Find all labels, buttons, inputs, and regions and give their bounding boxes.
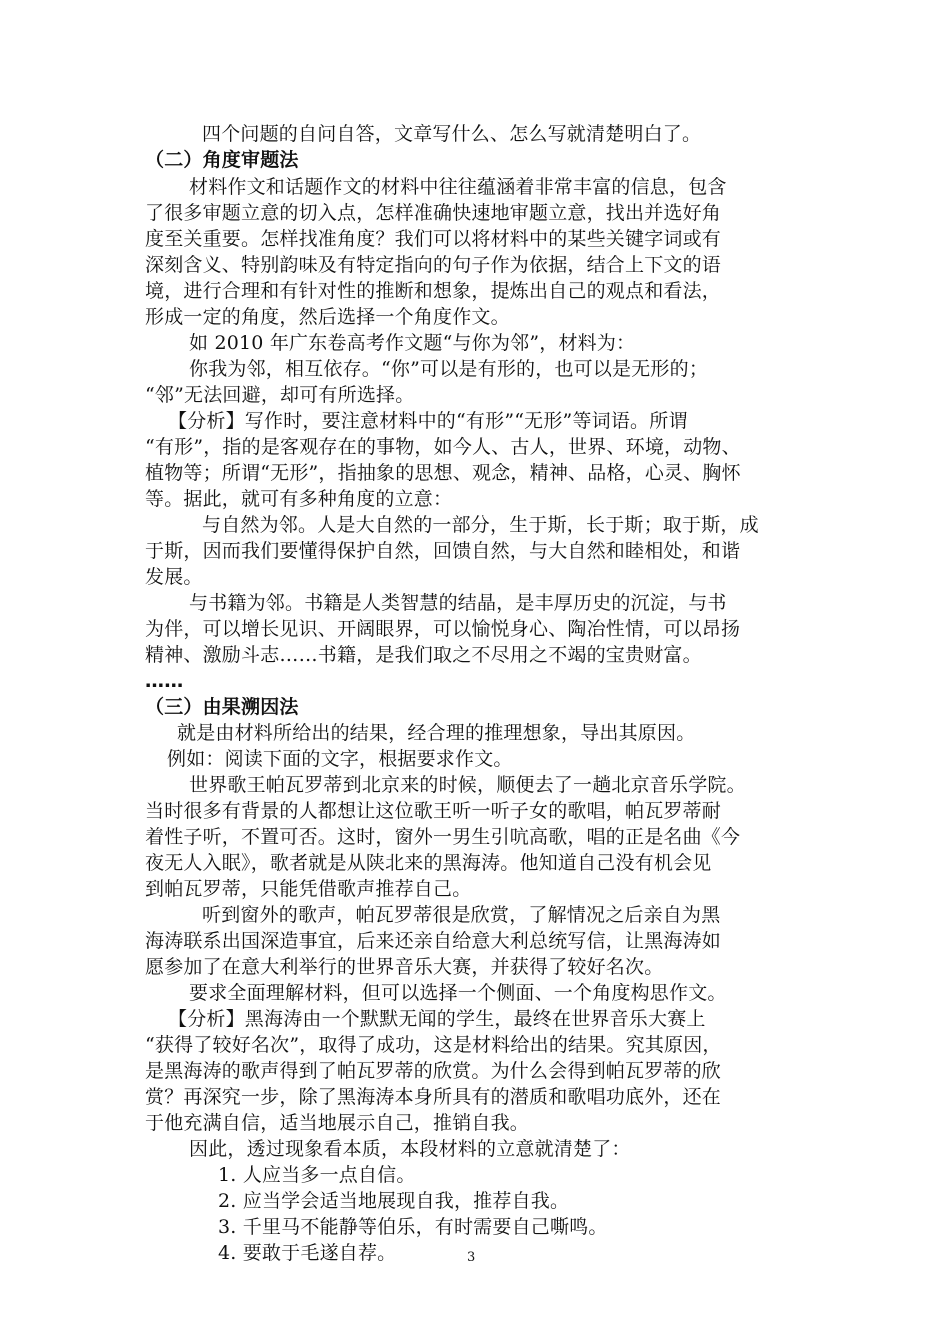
body-line: 于斯，因而我们要懂得保护自然，回馈自然，与大自然和睦相处，和谐: [145, 540, 741, 562]
body-line: “邻”无法回避，却可有所选择。: [145, 384, 415, 406]
body-line: 与书籍为邻。书籍是人类智慧的结晶，是丰厚历史的沉淀，与书: [189, 592, 727, 614]
list-item: 3. 千里马不能静等伯乐，有时需要自己嘶鸣。: [218, 1216, 608, 1238]
body-line: 等。据此，就可有多种角度的立意：: [145, 488, 453, 510]
body-line: 世界歌王帕瓦罗蒂到北京来的时候，顺便去了一趟北京音乐学院。: [189, 774, 746, 796]
body-line: 精神、激励斗志……书籍，是我们取之不尽用之不竭的宝贵财富。: [145, 644, 702, 666]
body-line: 着性子听，不置可否。这时，窗外一男生引吭高歌，唱的正是名曲《今: [145, 826, 741, 848]
body-line: 度至关重要。怎样找准角度？我们可以将材料中的某些关键字词或有: [145, 228, 722, 250]
page-number: 3: [467, 1250, 476, 1265]
body-line: 到帕瓦罗蒂，只能凭借歌声推荐自己。: [145, 878, 472, 900]
ellipsis-line: ……: [145, 670, 184, 692]
body-line: 深刻含义、特别韵味及有特定指向的句子作为依据，结合上下文的语: [145, 254, 722, 276]
body-line: 当时很多有背景的人都想让这位歌王听一听子女的歌唱，帕瓦罗蒂耐: [145, 800, 722, 822]
body-line: “获得了较好名次”，取得了成功，这是材料给出的结果。究其原因，: [145, 1034, 722, 1056]
body-line: 如 2010 年广东卷高考作文题“与你为邻”，材料为：: [189, 332, 636, 354]
body-line: 与自然为邻。人是大自然的一部分，生于斯，长于斯；取于斯，成: [202, 514, 759, 536]
body-line: 形成一定的角度，然后选择一个角度作文。: [145, 306, 510, 328]
body-line: 就是由材料所给出的结果，经合理的推理想象，导出其原因。: [177, 722, 696, 744]
body-line: 听到窗外的歌声，帕瓦罗蒂很是欣赏，了解情况之后亲自为黑: [202, 904, 721, 926]
body-line: 了很多审题立意的切入点，怎样准确快速地审题立意，找出并选好角: [145, 202, 722, 224]
body-line: 四个问题的自问自答，文章写什么、怎么写就清楚明白了。: [202, 123, 702, 145]
body-line: 愿参加了在意大利举行的世界音乐大赛，并获得了较好名次。: [145, 956, 664, 978]
body-line: 【分析】黑海涛由一个默默无闻的学生，最终在世界音乐大赛上: [168, 1008, 706, 1030]
list-item: 1. 人应当多一点自信。: [218, 1164, 416, 1186]
body-line: 为伴，可以增长见识、开阔眼界，可以愉悦身心、陶冶性情，可以昂扬: [145, 618, 741, 640]
body-line: 海涛联系出国深造事宜，后来还亲自给意大利总统写信，让黑海涛如: [145, 930, 722, 952]
body-line: 境，进行合理和有针对性的推断和想象，提炼出自己的观点和看法，: [145, 280, 722, 302]
body-line: 要求全面理解材料，但可以选择一个侧面、一个角度构思作文。: [189, 982, 727, 1004]
body-line: 因此，透过现象看本质，本段材料的立意就清楚了：: [189, 1138, 631, 1160]
body-line: 材料作文和话题作文的材料中往往蕴涵着非常丰富的信息，包含: [189, 176, 727, 198]
list-item: 2. 应当学会适当地展现自我，推荐自我。: [218, 1190, 570, 1212]
body-line: 发展。: [145, 566, 203, 588]
body-line: “有形”，指的是客观存在的事物，如今人、古人，世界、环境，动物、: [145, 436, 741, 458]
section-heading: （二）角度审题法: [145, 149, 299, 171]
body-line: 例如：阅读下面的文字，根据要求作文。: [167, 748, 513, 770]
body-line: 植物等；所谓“无形”，指抽象的思想、观念，精神、品格，心灵、胸怀: [145, 462, 741, 484]
body-line: 【分析】写作时，要注意材料中的“有形”“无形”等词语。所谓: [168, 410, 688, 432]
body-line: 是黑海涛的歌声得到了帕瓦罗蒂的欣赏。为什么会得到帕瓦罗蒂的欣: [145, 1060, 722, 1082]
body-line: 夜无人入眠》，歌者就是从陕北来的黑海涛。他知道自己没有机会见: [145, 852, 712, 874]
section-heading: （三）由果溯因法: [145, 696, 299, 718]
body-line: 于他充满自信，适当地展示自己，推销自我。: [145, 1112, 530, 1134]
list-item: 4. 要敢于毛遂自荐。: [218, 1242, 397, 1264]
body-line: 你我为邻，相互依存。“你”可以是有形的，也可以是无形的；: [189, 358, 709, 380]
body-line: 赏？再深究一步，除了黑海涛本身所具有的潜质和歌唱功底外，还在: [145, 1086, 722, 1108]
